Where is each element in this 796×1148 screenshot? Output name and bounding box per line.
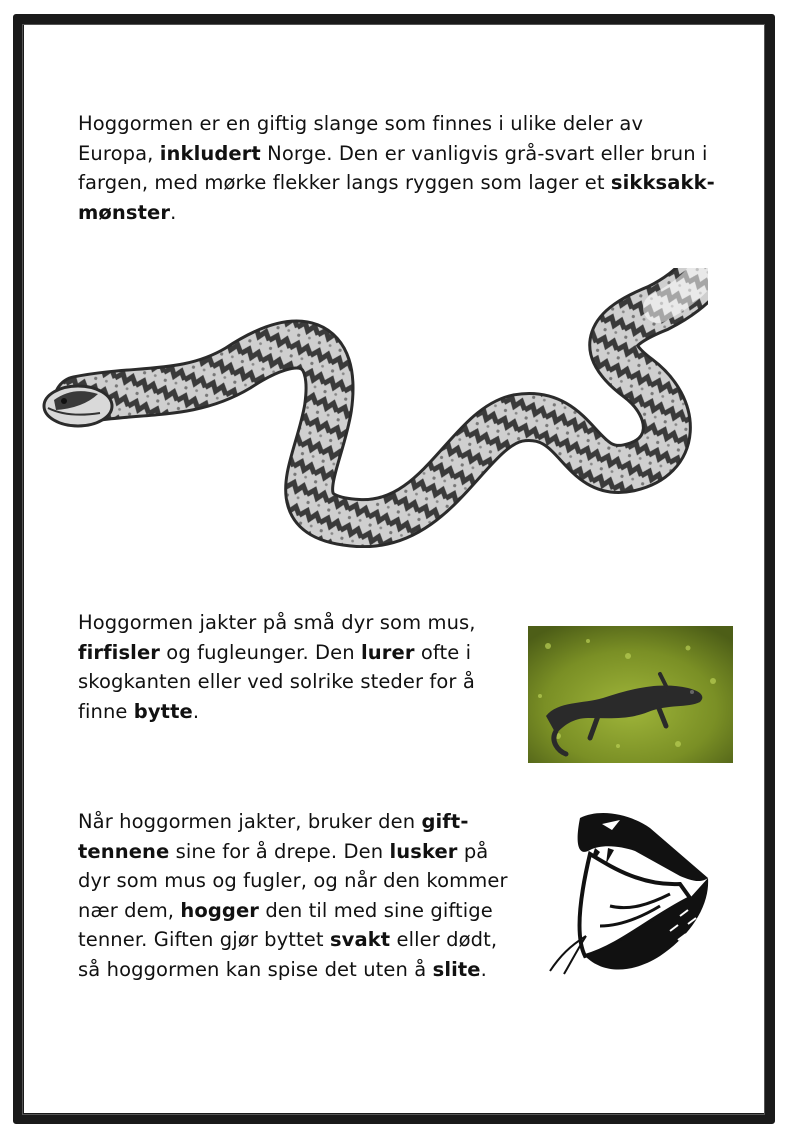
bold-term: hogger — [180, 898, 260, 922]
bold-term: gift-tennene — [78, 810, 469, 863]
bold-term: firfisler — [78, 640, 160, 664]
paragraph-fangs: Når hoggormen jakter, bruker den gift-tennene sine for å drepe. Den lusker på dyr som mus og fugler, og når den kommer nær dem, hogger den til med sine giftige tenner. Giften gjør byttet svakt eller dødt, så hoggormen kan spise det uten å slite. — [78, 810, 508, 981]
paragraph-hunting: Hoggormen jakter på små dyr som mus, firfisler og fugleunger. Den lurer ofte i skogkanten eller ved solrike steder for å finne bytte. — [78, 611, 476, 723]
viper-head-graphic — [540, 806, 715, 981]
bold-term: bytte — [133, 699, 193, 723]
paragraph-intro: Hoggormen er en giftig slange som finnes i ulike deler av Europa, inkludert Norge. Den er vanligvis grå-svart eller brun i fargen, med mørke flekker langs ryggen som lager et sikksakk-mønster. — [78, 112, 715, 224]
viper-drawing — [38, 268, 708, 548]
bold-term: slite — [432, 957, 481, 981]
bold-term: svakt — [329, 928, 391, 952]
bold-term: lurer — [361, 640, 415, 664]
newt-image — [528, 626, 733, 763]
bold-term: lusker — [389, 839, 458, 863]
viper-illustration — [38, 268, 708, 548]
bold-term: inkludert — [159, 141, 261, 165]
bold-term: sikksakk-mønster — [78, 171, 715, 224]
viper-head-icon — [540, 806, 715, 981]
newt-photo — [528, 626, 733, 763]
